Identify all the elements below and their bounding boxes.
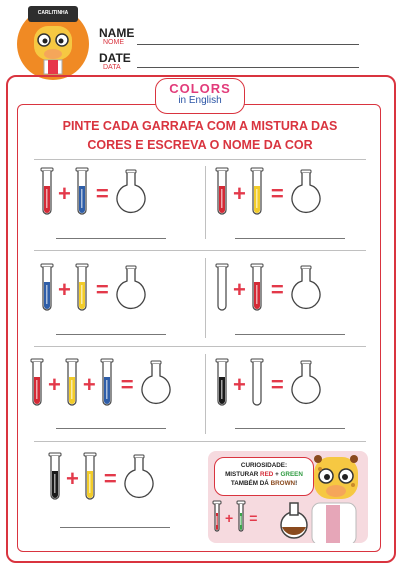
white-test-tube-icon bbox=[250, 358, 264, 413]
grid-line bbox=[205, 258, 206, 338]
answer-line[interactable] bbox=[56, 428, 166, 429]
yellow-test-tube-icon bbox=[65, 358, 79, 413]
black-test-tube-icon bbox=[215, 358, 229, 413]
curiosity-green: GREEN bbox=[280, 471, 303, 478]
grid-line bbox=[34, 346, 366, 347]
yellow-test-tube-icon bbox=[83, 452, 97, 507]
plus-sign: + bbox=[225, 510, 234, 526]
instructions bbox=[22, 117, 378, 155]
brown-flask-icon bbox=[281, 503, 307, 538]
equals-sign: = bbox=[249, 510, 258, 526]
curiosity-title: CURIOSIDADE: bbox=[240, 462, 288, 469]
equals-sign: = bbox=[103, 466, 117, 491]
grid-line bbox=[205, 166, 206, 239]
blue-test-tube-icon bbox=[40, 263, 54, 318]
badge-title: COLORS bbox=[169, 81, 231, 96]
equals-sign: = bbox=[270, 181, 284, 206]
equals-sign: = bbox=[270, 372, 284, 397]
red-test-tube-icon bbox=[212, 500, 222, 539]
instructions-line-2: CORES E ESCREVA O NOME DA COR bbox=[87, 138, 313, 152]
blue-test-tube-icon bbox=[100, 358, 114, 413]
badge-subtitle: in English bbox=[178, 95, 222, 106]
curiosity-text: MISTURAR bbox=[225, 471, 259, 478]
header-logo bbox=[14, 4, 92, 82]
empty-flask-icon[interactable] bbox=[124, 454, 154, 505]
plus-sign: + bbox=[66, 466, 79, 491]
empty-flask-icon[interactable] bbox=[116, 169, 146, 220]
giraffe-scientist-icon bbox=[312, 455, 358, 543]
blue-test-tube-icon bbox=[75, 167, 89, 222]
grid-line bbox=[34, 441, 366, 442]
name-label: NAME bbox=[99, 26, 135, 40]
empty-flask-icon[interactable] bbox=[291, 169, 321, 220]
empty-flask-icon[interactable] bbox=[291, 360, 321, 411]
date-sublabel: DATA bbox=[103, 64, 121, 71]
answer-line[interactable] bbox=[235, 238, 345, 239]
empty-flask-icon[interactable] bbox=[116, 265, 146, 316]
answer-line[interactable] bbox=[56, 334, 166, 335]
red-test-tube-icon bbox=[40, 167, 54, 222]
curiosity-plus: + bbox=[275, 471, 279, 478]
red-test-tube-icon bbox=[215, 167, 229, 222]
grid-line bbox=[205, 354, 206, 434]
grid-line bbox=[34, 159, 366, 160]
instructions-line-1: PINTE CADA GARRAFA COM A MISTURA DAS bbox=[62, 119, 338, 133]
answer-line[interactable] bbox=[60, 527, 170, 528]
name-sublabel: NOME bbox=[103, 39, 124, 46]
plus-sign: + bbox=[233, 372, 246, 397]
date-field[interactable] bbox=[137, 67, 359, 68]
red-test-tube-icon bbox=[30, 358, 44, 413]
equals-sign: = bbox=[95, 277, 109, 302]
red-test-tube-icon bbox=[250, 263, 264, 318]
empty-flask-icon[interactable] bbox=[141, 360, 171, 411]
equals-sign: = bbox=[270, 277, 284, 302]
answer-line[interactable] bbox=[235, 428, 345, 429]
green-test-tube-icon bbox=[236, 500, 246, 539]
date-label: DATE bbox=[99, 51, 131, 65]
name-field[interactable] bbox=[137, 44, 359, 45]
white-test-tube-icon bbox=[215, 263, 229, 318]
equals-sign: = bbox=[120, 372, 134, 397]
answer-line[interactable] bbox=[56, 238, 166, 239]
plus-sign: + bbox=[233, 181, 246, 206]
plus-sign: + bbox=[58, 181, 71, 206]
yellow-test-tube-icon bbox=[75, 263, 89, 318]
colors-badge bbox=[155, 78, 245, 114]
curiosity-tubes bbox=[212, 497, 282, 541]
answer-line[interactable] bbox=[235, 334, 345, 335]
curiosity-text: TAMBÉM DÁ bbox=[230, 480, 269, 487]
grid-line bbox=[34, 250, 366, 251]
curiosity-brown: BROWN bbox=[270, 480, 296, 487]
plus-sign: + bbox=[48, 372, 61, 397]
black-test-tube-icon bbox=[48, 452, 62, 507]
plus-sign: + bbox=[58, 277, 71, 302]
curiosity-text: ! bbox=[295, 480, 298, 487]
empty-flask-icon[interactable] bbox=[291, 265, 321, 316]
curiosity-red: RED bbox=[260, 471, 274, 478]
equals-sign: = bbox=[95, 181, 109, 206]
plus-sign: + bbox=[82, 372, 96, 397]
logo-text: CARLITINHA bbox=[37, 10, 69, 16]
plus-sign: + bbox=[233, 277, 246, 302]
yellow-test-tube-icon bbox=[250, 167, 264, 222]
